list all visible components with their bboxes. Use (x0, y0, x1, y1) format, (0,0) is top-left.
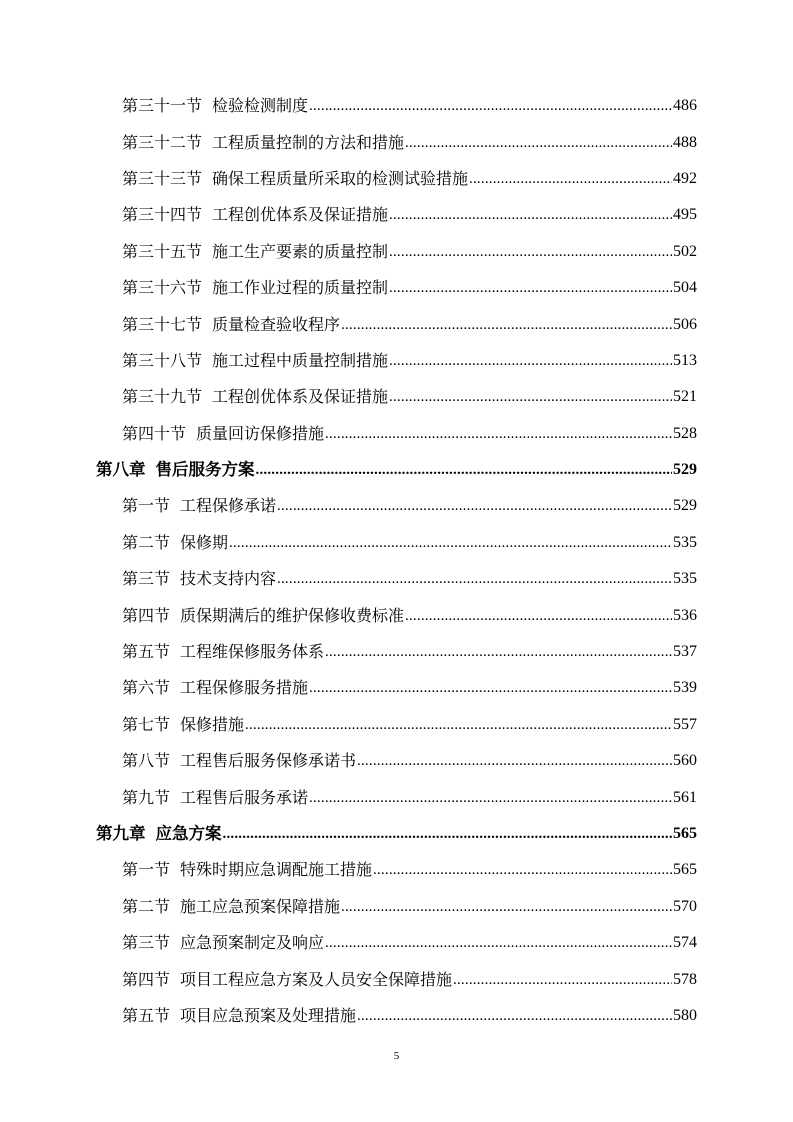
toc-leader-dots (389, 351, 672, 371)
toc-entry[interactable] (0, 197, 793, 233)
toc-entry-number: 第三十九节 (122, 387, 203, 407)
toc-chapter-number: 第九章 (96, 824, 146, 843)
toc-entry-page: 578 (673, 970, 697, 988)
toc-entry-page: 529 (673, 497, 697, 515)
toc-entry-number: 第五节 (122, 642, 171, 662)
toc-entry-title: 项目工程应急方案及人员安全保障措施 (180, 969, 453, 989)
toc-entry-number: 第四节 (122, 969, 171, 989)
toc-entry-number: 第三十二节 (122, 132, 203, 152)
toc-entry-title: 质量回访保修措施 (196, 423, 325, 443)
toc-chapter-entry[interactable] (0, 452, 793, 488)
toc-entry-number: 第六节 (122, 678, 171, 698)
toc-entry-number: 第三节 (122, 933, 171, 953)
toc-leader-dots (256, 460, 673, 480)
toc-chapter-title: 售后服务方案 (155, 460, 255, 480)
toc-entry-page: 513 (673, 351, 697, 369)
toc-entry[interactable] (0, 852, 793, 888)
toc-entry[interactable] (0, 161, 793, 197)
toc-entry-page: 574 (673, 934, 697, 952)
toc-leader-dots (357, 751, 672, 771)
toc-entry-page: 506 (673, 315, 697, 333)
toc-entry-page: 539 (673, 679, 697, 697)
toc-entry[interactable] (0, 343, 793, 379)
toc-leader-dots (341, 897, 672, 917)
toc-entry-number: 第四节 (122, 605, 171, 625)
toc-leader-dots (469, 169, 672, 189)
toc-entry[interactable] (0, 416, 793, 452)
toc-leader-dots (277, 496, 672, 516)
toc-entry-page: 557 (673, 715, 697, 733)
toc-leader-dots (309, 788, 672, 808)
toc-entry-title: 工程维保修服务体系 (180, 642, 325, 662)
toc-entry[interactable] (0, 998, 793, 1034)
toc-entry-title: 施工生产要素的质量控制 (212, 241, 389, 261)
toc-entry-title: 保修措施 (180, 714, 245, 734)
toc-entry[interactable] (0, 88, 793, 124)
toc-entry[interactable] (0, 779, 793, 815)
toc-leader-dots (223, 824, 673, 844)
toc-leader-dots (277, 569, 672, 589)
toc-leader-dots (389, 387, 672, 407)
toc-entry-page: 561 (673, 788, 697, 806)
toc-entry-page: 486 (673, 97, 697, 115)
toc-entry-number: 第八节 (122, 751, 171, 771)
toc-leader-dots (325, 642, 672, 662)
toc-entry-title: 施工作业过程的质量控制 (212, 278, 389, 298)
toc-entry-number: 第一节 (122, 496, 171, 516)
toc-entry-number: 第五节 (122, 1005, 171, 1025)
toc-chapter-page: 565 (673, 825, 697, 842)
toc-entry-title: 特殊时期应急调配施工措施 (180, 860, 373, 880)
toc-leader-dots (453, 970, 672, 990)
toc-entry-number: 第九节 (122, 787, 171, 807)
toc-entry-title: 应急预案制定及响应 (180, 933, 325, 953)
toc-leader-dots (405, 133, 672, 153)
toc-leader-dots (325, 933, 672, 953)
toc-entry-title: 质保期满后的维护保修收费标准 (180, 605, 405, 625)
toc-leader-dots (309, 96, 672, 116)
toc-entry[interactable] (0, 525, 793, 561)
toc-leader-dots (389, 242, 672, 262)
toc-entry-title: 工程保修服务措施 (180, 678, 309, 698)
toc-entry-page: 495 (673, 206, 697, 224)
toc-entry-number: 第三十一节 (122, 96, 203, 116)
toc-leader-dots (325, 424, 672, 444)
toc-entry-page: 570 (673, 897, 697, 915)
toc-entry-number: 第三十四节 (122, 205, 203, 225)
toc-entry-title: 工程售后服务保修承诺书 (180, 751, 357, 771)
toc-entry-page: 537 (673, 643, 697, 661)
toc-entry-title: 技术支持内容 (180, 569, 277, 589)
toc-entry-page: 488 (673, 133, 697, 151)
toc-entry-page: 580 (673, 1006, 697, 1024)
toc-entry-page: 535 (673, 570, 697, 588)
toc-entry-number: 第四十节 (122, 423, 187, 443)
toc-entry[interactable] (0, 670, 793, 706)
toc-entry-number: 第三十八节 (122, 350, 203, 370)
toc-entry-number: 第三十七节 (122, 314, 203, 334)
toc-entry-number: 第三节 (122, 569, 171, 589)
toc-leader-dots (245, 715, 672, 735)
page-number: 5 (393, 1050, 400, 1062)
toc-leader-dots (357, 1006, 672, 1026)
toc-entry[interactable] (0, 234, 793, 270)
toc-entry-page: 535 (673, 533, 697, 551)
page-footer (0, 1050, 793, 1062)
toc-entry-title: 工程创优体系及保证措施 (212, 387, 389, 407)
toc-entry-number: 第二节 (122, 532, 171, 552)
toc-entry-title: 工程创优体系及保证措施 (212, 205, 389, 225)
toc-entry-number: 第二节 (122, 896, 171, 916)
toc-entry[interactable] (0, 270, 793, 306)
toc-chapter-number: 第八章 (96, 460, 146, 480)
toc-entry[interactable] (0, 597, 793, 633)
toc-entry-page: 536 (673, 606, 697, 624)
toc-leader-dots (389, 205, 672, 225)
toc-leader-dots (405, 606, 672, 626)
toc-entry-page: 492 (673, 169, 697, 187)
toc-leader-dots (373, 860, 672, 880)
toc-entry[interactable] (0, 488, 793, 524)
toc-entry-number: 第三十五节 (122, 241, 203, 261)
toc-leader-dots (341, 315, 672, 335)
toc-entry-number: 第七节 (122, 714, 171, 734)
toc-entry-title: 工程保修承诺 (180, 496, 277, 516)
toc-entry-title: 质量检查验收程序 (212, 314, 341, 334)
toc-entry-title: 工程售后服务承诺 (180, 787, 309, 807)
toc-entry-title: 工程质量控制的方法和措施 (212, 132, 405, 152)
toc-entry-title: 保修期 (180, 532, 229, 552)
toc-entry-page: 521 (673, 388, 697, 406)
toc-entry[interactable] (0, 925, 793, 961)
toc-entry-page: 502 (673, 242, 697, 260)
toc-entry-page: 504 (673, 279, 697, 297)
toc-entry-title: 检验检测制度 (212, 96, 309, 116)
toc-entry[interactable] (0, 124, 793, 160)
toc-entry-title: 项目应急预案及处理措施 (180, 1005, 357, 1025)
toc-entry[interactable] (0, 707, 793, 743)
toc-leader-dots (309, 678, 672, 698)
toc-entry-number: 第一节 (122, 860, 171, 880)
toc-entry[interactable] (0, 634, 793, 670)
toc-entry[interactable] (0, 961, 793, 997)
toc-entry[interactable] (0, 306, 793, 342)
toc-chapter-title: 应急方案 (155, 824, 222, 843)
table-of-contents (0, 88, 793, 1034)
toc-leader-dots (389, 278, 672, 298)
toc-entry-number: 第三十三节 (122, 168, 203, 188)
toc-entry-page: 528 (673, 424, 697, 442)
toc-chapter-page: 529 (673, 461, 697, 479)
toc-entry[interactable] (0, 889, 793, 925)
toc-entry-page: 565 (673, 861, 697, 879)
toc-leader-dots (229, 533, 672, 553)
toc-entry[interactable] (0, 561, 793, 597)
toc-entry-page: 560 (673, 752, 697, 770)
toc-chapter-entry[interactable] (0, 816, 793, 852)
toc-entry[interactable] (0, 379, 793, 415)
toc-entry-number: 第三十六节 (122, 278, 203, 298)
toc-entry-title: 施工过程中质量控制措施 (212, 350, 389, 370)
toc-entry-title: 施工应急预案保障措施 (180, 896, 341, 916)
toc-entry[interactable] (0, 743, 793, 779)
toc-entry-title: 确保工程质量所采取的检测试验措施 (212, 168, 469, 188)
